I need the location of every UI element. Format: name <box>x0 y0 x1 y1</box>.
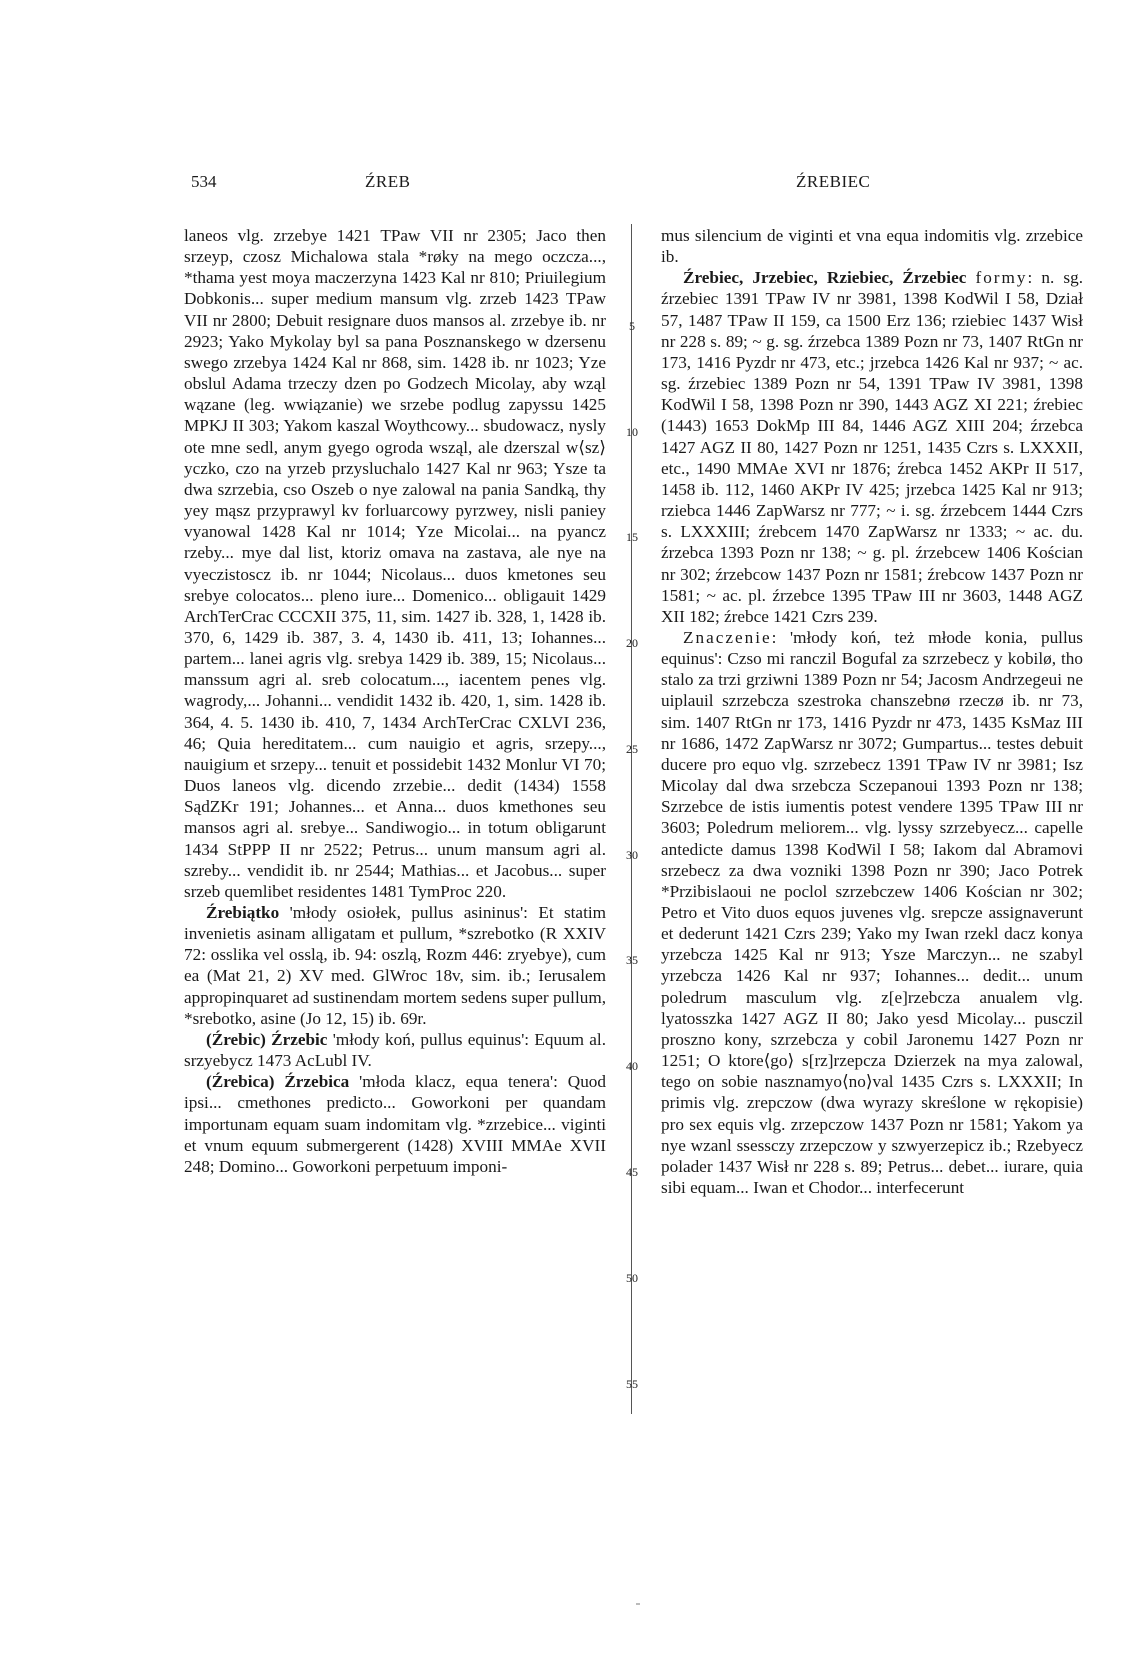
entry-continuation-zreb: laneos vlg. zrzebye 1421 TPaw VII nr 2305; Jaco then srzeyp, czosz Michalowa stala *røky na mego oczcza..., *thama yest moya maczerzyna 1423 Kal nr 810; Priuilegium Dobkonis... super medium mansum vlg. zrzeb 1423 TPaw VII nr 2800; Debuit resignare duos mansos al. zrzebye ib. nr 2923; Yako Mykolay byl sa pana Posznanskego w dzersenu swego zrzebya 1424 Kal nr 868, sim. 1428 ib. nr 1023; Yze obslul Adama trzeczy dzen po Godzech Micolay, aby wząl wązane (leg. wwiązanie) we srzebe podlug zapyssu 1425 MPKJ II 303; Yakom kaszal Woythcowy... sbudowacz, nysly ote mne sedl, anym gyego ogroda wsząl, ale dzerszal w⟨sz⟩yczko, czo na yrzeb przysluchalo 1427 Kal nr 963; Ysze ta dwa szrzebia, cso Oszeb o nye zalowal na pania Sandką, thy yey mąsz przyprawyl kv forluarcowy pyrzwey, nisli paniey vyanowal 1428 Kal nr 1014; Yze Micolai... na pyancz rzeby... mye dal list, ktoriz omava na zastava, ale nye na vyeczistoscz ib. nr 1044; Nicolaus... duos kmetones seu srebye colocatos... pleno iure... Domenico... obligauit 1429 ArchTerCrac CCCXII 375, 11, sim. 1427 ib. 328, 1, 1428 ib. 370, 6, 1429 ib. 387, 3. 4, 1430 ib. 411, 13; Iohannes... partem... lanei agris vlg. srebya 1429 ib. 389, 15; Nicolaus... manssum agri al. sreb colocatum..., iacentem penes vlg. wagrody,... Johanni... vendidit 1432 ib. 420, 1, sim. 1428 ib. 364, 4. 5. 1430 ib. 410, 7, 1434 ArchTerCrac CXLVI 236, 46; Quia hereditatem... cum nauigio et agris, srzepy..., nauigium et srzepy... tenuit et possidebit 1432 Monlur VI 70; Duos laneos vlg. dicendo zrzebie... dedit (1434) 1558 SądZKr 191; Johannes... et Anna... duos kmethones seu mansos agri al. srebye... Sandiwogio... in totum obligarunt 1434 StPPP II nr 2522; Petrus... unum mansum agri al. szreby... vendidit ib. nr 2544; Mathias... et Jacobus... super srzeb quemlibet residentes 1481 TymProc 220. <box>184 226 606 901</box>
line-number: 30 <box>626 848 638 862</box>
entry-zrzebic <box>184 1029 606 1071</box>
line-number: 25 <box>626 742 638 756</box>
section-label-meaning: Znaczenie <box>683 627 772 647</box>
column-rule <box>631 224 632 1414</box>
scan-mark <box>636 1603 640 1605</box>
line-number: 55 <box>626 1377 638 1391</box>
right-running-head: ŹREBIEC <box>796 172 871 191</box>
entry-text: : n. sg. źrzebiec 1391 TPaw IV nr 3981, 1398 KodWil I 58, Dział 57, 1487 TPaw II 159, ca 1500 Erz 136; rziebiec 1437 Wisł nr 228 s. 89; ~ g. sg. źrzebca 1389 Pozn nr 73, 1407 RtGn nr 173, 1416 Pyzdr nr 473, etc.; jrzebca 1426 Kal nr 937; ~ ac. sg. źrzebiec 1389 Pozn nr 54, 1391 TPaw IV 3981, 1398 KodWil I 58, 1398 Pozn nr 390, 1443 AGZ XI 221; źrebiec (1443) 1653 DokMp III 84, 1446 AGZ XIII 204; źrzebca 1427 AGZ II 80, 1427 Pozn nr 1251, 1435 Czrs s. LXXXII, etc., 1490 MMAe XVI nr 1876; źrebca 1452 AKPr II 517, 1458 ib. 112, 1460 AKPr IV 425; jrzebca 1425 Kal nr 913; rziebca 1446 ZapWarsz nr 777; ~ i. sg. źrzebcem 1444 Czrs s. LXXXIII; źrebcem 1470 ZapWarsz nr 1333; ~ ac. du. źrzebca 1393 Pozn nr 138; ~ g. pl. źrzebcew 1406 Kościan nr 302; źrzebcow 1437 Pozn nr 1581; źrebcow 1437 Pozn nr 1581; ~ ac. pl. źrzebce 1395 TPaw III nr 3603, 1448 AGZ XII 182; źrebce 1421 Czrs 239. <box>661 268 1084 626</box>
entry-text: 'młoda klacz, equa tenera': Quod ipsi... cmethones predicto... Goworkoni per quandam importunam equam suam indomitam vlg. *zrzebice... viginti et vnum equum submergerent (1428) XVIII MMAe XVII 248; Domino... Goworkoni perpetuum imponi- <box>184 1072 606 1176</box>
right-column <box>661 225 1083 1198</box>
line-number: 45 <box>626 1165 638 1179</box>
section-label-forms: formy <box>975 268 1028 288</box>
entry-zrebiatko <box>184 902 606 1029</box>
line-number: 10 <box>626 425 638 439</box>
entry-zrebiec-meaning <box>661 627 1083 1198</box>
line-number: 5 <box>629 319 635 333</box>
entry-text: 'młody koń, pullus equinus': Equum al. srzyebycz 1473 AcLubl IV. <box>184 1029 607 1071</box>
headword: (Źrebic) Źrzebic <box>206 1029 328 1049</box>
headword: (Źrebica) Źrzebica <box>206 1072 350 1092</box>
entry-continuation-zrzebica: mus silencium de viginti et vna equa indomitis vlg. zrzebice ib. <box>661 226 1083 267</box>
line-number: 15 <box>626 530 638 544</box>
page-number: 534 <box>191 172 217 191</box>
headword: Źrebiec, Jrzebiec, Rziebiec, Źrzebiec <box>683 268 967 288</box>
line-number: 35 <box>626 953 638 967</box>
entry-zrebiec-forms <box>661 267 1083 627</box>
entry-text: : 'młody koń, też młode konia, pullus equinus': Czso mi ranczil Bogufal za szrzebecz y kobilø, tho stalo za trzi grziwni 1389 Pozn nr 54; Jacosm Andrzegeui ne uiplauil szrzebcza szestroka chanszebnø rzeczø ib. nr 73, sim. 1407 RtGn nr 173, 1416 Pyzdr nr 473, 1435 KsMaz III nr 1686, 1472 ZapWarsz nr 3072; Gumpartus... testes debuit ducere pro equo vlg. szrzebecz 1391 TPaw IV nr 3981; Isz Micolay dal dwa srzebcza Sczepanoui 1393 Pozn nr 138; Szrzebce de istis iumentis potest vendere 1395 TPaw III nr 3603; Poledrum meliorem... vlg. lyssy szrzebyecz... capelle antedicte damus 1398 KodWil I 58; Iakom dal Abramovi srzebecz za dwa vozniki 1398 Pozn nr 390; Jaco Potrek *Przibislaoui ne poclol szrzebczew 1406 Kościan nr 302; Petro et Vito duos equos juvenes vlg. srepcze assignaverunt et dederunt 1421 Czrs 239; Yako my Iwan rzekl dacz konya yrzebcza 1425 Kal nr 913; Ysze Marczyn... ne szabyl yrzebcza 1426 Kal nr 937; Iohannes... dedit... unum poledrum masculum vlg. z[e]rzebcza anualem vlg. lyatosszka 1427 AGZ II 80; Jako yesd Micolay... pusczil proszno kony, szrzebcza y cobil Jaronemu 1427 Pozn nr 1251; O ktore⟨go⟩ s[rz]rzepcza Dzierzek na mya zalowal, tego on sobie nasznamyo⟨no⟩val 1435 Czrs s. LXXXII; In primis vlg. zrepczow (dwa wyrazy skreślone w rękopisie) pro sex equis vlg. zrzepczow 1437 Pozn nr 1581; Yakom ya nye wzanl ssessczy zrzepczow y szwyerzepicz ib.; Rzebyecz polader 1437 Wisł nr 228 s. 89; Petrus... debet... iurare, quia sibi equam... Iwan et Chodor... interfecerunt <box>661 627 1083 1198</box>
running-header <box>0 172 1132 198</box>
headword: Źrebiątko <box>206 903 280 922</box>
line-number: 40 <box>626 1059 638 1073</box>
line-number: 50 <box>626 1271 638 1285</box>
left-running-head: ŹREB <box>365 172 411 191</box>
line-number: 20 <box>626 636 638 650</box>
left-column <box>184 225 606 1177</box>
entry-text: 'młody osiołek, pullus asininus': Et statim invenietis asinam alligatam et pullum, *szrebotko (R XXIV 72: osslika vel osslą, ib. 94: oszlą, Rozm 446: zryebye), cum ea (Mat 21, 2) XV med. GlWroc 18v, sim. ib.; Ierusalem appropinquaret ad sustinendam mortem sedens super pullum, *srebotko, asine (Jo 12, 15) ib. 69r. <box>184 903 606 1028</box>
line-number-gutter <box>624 0 640 1671</box>
entry-zrzebica <box>184 1071 606 1177</box>
